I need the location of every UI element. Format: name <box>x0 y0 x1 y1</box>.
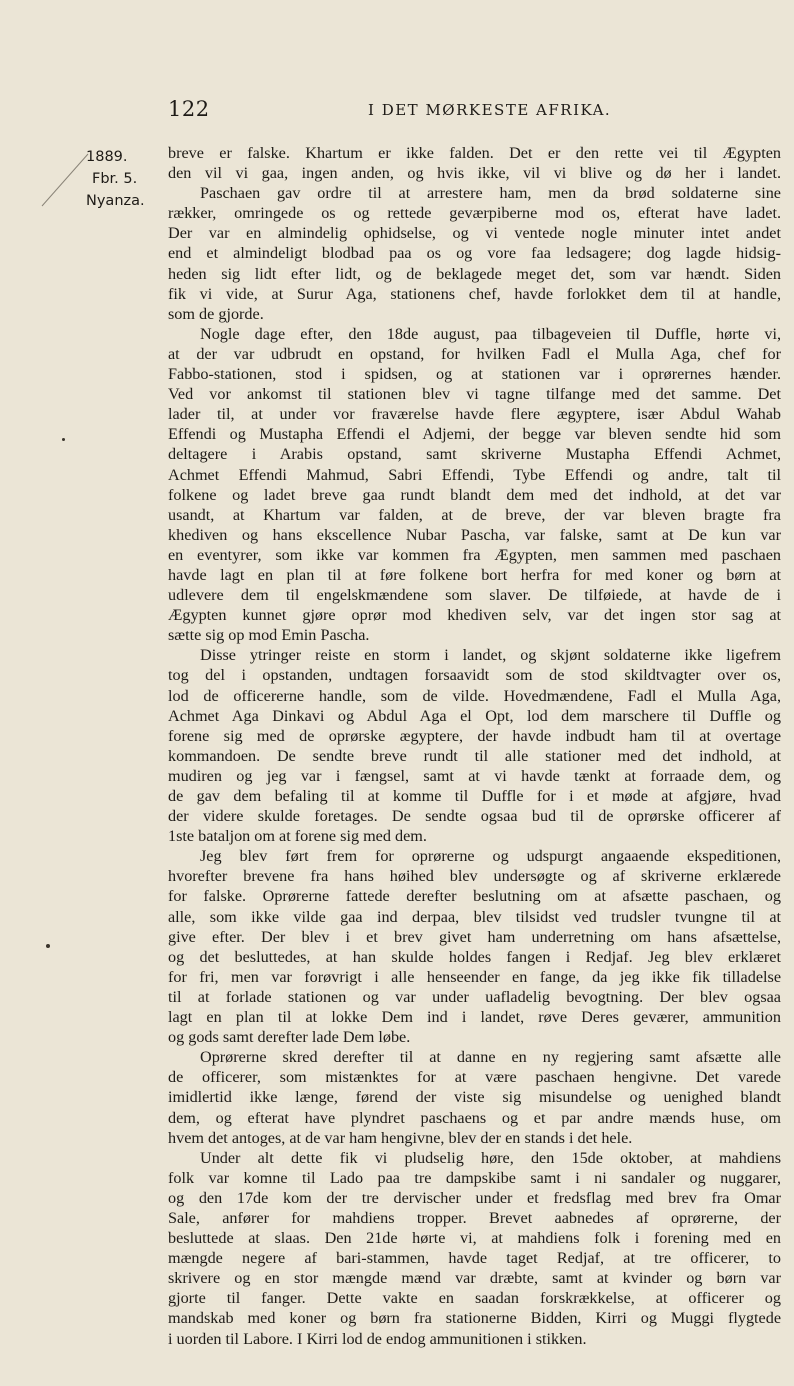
text-line: rækker, omringede os og rettede geværpiberne mod os, efterat have ladet. <box>168 204 781 223</box>
margin-date: Fbr. 5. <box>92 171 138 187</box>
text-line: folkene og ladet breve gaa rundt blandt dem med det indhold, at det var <box>168 485 781 504</box>
text-line: og den 17de kom der tre dervischer under et fredsflag med brev fra Omar <box>168 1188 781 1207</box>
text-line: Oprørerne skred derefter til at danne en ny regjering samt afsætte alle <box>200 1048 781 1067</box>
text-line: hvorefter brevene fra hans høihed blev undersøgte og af skriverne erklærede <box>168 867 781 886</box>
text-line: imidlertid ikke længe, førend der viste sig misundelse og uenighed blandt <box>168 1088 781 1107</box>
text-line: den vil vi gaa, ingen anden, og hvis ikke, vil vi blive og dø her i landet. <box>168 164 781 183</box>
text-line: udlevere dem til engelskmændene som slaver. De tilføiede, at havde de i <box>168 586 781 605</box>
margin-notes <box>86 146 166 212</box>
text-line: heden sig lidt efter lidt, og de beklagede meget det, som var hændt. Siden <box>168 264 781 283</box>
text-line: for fri, men var forøvrigt i alle henseender en fange, da jeg ikke fik tilladelse <box>168 967 781 986</box>
text-line: i uorden til Labore. I Kirri lod de endog ammunitionen i stikken. <box>168 1329 587 1348</box>
body-text <box>168 143 781 1349</box>
ink-dot <box>62 438 65 441</box>
text-line: mandskab med koner og børn fra stationerne Bidden, Kirri og Muggi flygtede <box>168 1309 781 1328</box>
text-line: Under alt dette fik vi pludselig høre, den 15de oktober, at mahdiens <box>200 1148 781 1167</box>
text-line: Ægypten kunnet gjøre oprør mod khediven selv, var det ingen stor sag at <box>168 606 781 625</box>
text-line: kommandoen. De sendte breve rundt til alle stationer med det indhold, at <box>168 746 781 765</box>
running-title: I DET MØRKESTE AFRIKA. <box>368 101 612 119</box>
text-line: Der var en almindelig ophidselse, og vi ventede nogle minuter intet andet <box>168 224 781 243</box>
text-line: lagt en plan til at lokke Dem ind i landet, røve Deres geværer, ammunition <box>168 1008 781 1027</box>
text-line: 1ste bataljon om at forene sig med dem. <box>168 827 427 846</box>
text-line: de officerer, som mistænktes for at være paschaen hengivne. Det varede <box>168 1068 781 1087</box>
text-line: lader til, at under vor fraværelse havde flere ægyptere, især Abdul Wahab <box>168 405 781 424</box>
text-line: og gods samt derefter lade Dem løbe. <box>168 1028 411 1047</box>
text-line: de gav dem befaling til at komme til Duffle for i et møde at afgjøre, hvad <box>168 787 781 805</box>
text-line: Fabbo-stationen, stod i spidsen, og at stationen var i oprørernes hænder. <box>168 365 781 384</box>
text-line: Jeg blev ført frem for oprørerne og udspurgt angaaende ekspeditionen, <box>200 847 781 866</box>
text-line: besluttede at slaas. Den 21de hørte vi, at mahdiens folk i forening med en <box>168 1229 781 1248</box>
text-line: hvem det antoges, at de var ham hengivne, blev der en stands i det hele. <box>168 1128 633 1147</box>
text-line: breve er falske. Khartum er ikke falden. Det er den rette vei til Ægypten <box>168 144 781 162</box>
pencil-mark <box>40 150 90 210</box>
text-line: der videre skulde foretages. De sendte ogsaa bud til de oprørske officerer af <box>168 807 781 826</box>
text-line: dem, og efterat have plyndret paschaens og et par andre mænds huse, om <box>168 1108 781 1127</box>
text-line: Achmet Effendi Mahmud, Sabri Effendi, Tybe Effendi og andre, talt til <box>168 465 781 484</box>
text-line: mængde negere af bari-stammen, havde taget Redjaf, at tre officerer, to <box>168 1249 781 1268</box>
text-line: deltagere i Arabis opstand, samt skriverne Mustapha Effendi Achmet, <box>168 445 781 464</box>
text-line: for falske. Oprørerne fattede derefter beslutning om at afsætte paschaen, og <box>168 887 781 906</box>
text-line: som de gjorde. <box>168 304 264 323</box>
text-line: forene sig med de oprørske ægyptere, der havde indbudt ham til at overtage <box>168 726 781 745</box>
margin-place: Nyanza. <box>86 193 145 209</box>
text-line: usandt, at Khartum var falden, at de breve, der var bleven bragte fra <box>168 505 781 524</box>
margin-year: 1889. <box>86 149 128 165</box>
page-header <box>168 97 780 121</box>
text-line: Nogle dage efter, den 18de august, paa tilbageveien til Duffle, hørte vi, <box>200 324 781 343</box>
page-number: 122 <box>168 97 210 121</box>
text-line: fik vi vide, at Surur Aga, stationens chef, havde forlokket dem til at handle, <box>168 284 781 303</box>
text-line: gjorte til fanger. Dette vakte en saadan forskrækkelse, at officerer og <box>168 1289 781 1308</box>
text-line: end et almindeligt blodbad paa os og vore faa ledsagere; dog lagde hidsig- <box>168 244 781 263</box>
text-line: skrivere og en stor mængde mænd var dræbte, samt at kvinder og børn var <box>168 1269 781 1288</box>
text-line: tog del i opstanden, undtagen forsaavidt som de stod skildtvagter over os, <box>168 666 781 685</box>
text-line: en eventyrer, som ikke var kommen fra Ægypten, men sammen med paschaen <box>168 545 781 564</box>
text-line: Sale, anfører for mahdiens tropper. Brevet aabnedes af oprørerne, der <box>168 1208 781 1227</box>
text-line: Disse ytringer reiste en storm i landet, og skjønt soldaterne ikke ligefrem <box>200 646 781 665</box>
text-line: alle, som ikke vilde gaa ind derpaa, blev tilsidst ved trudsler tvungne til at <box>168 907 781 926</box>
text-line: Paschaen gav ordre til at arrestere ham, men da brød soldaterne sine <box>200 184 781 203</box>
text-line: Achmet Aga Dinkavi og Abdul Aga el Opt, lod dem marschere til Duffle og <box>168 706 781 725</box>
text-line: Ved vor ankomst til stationen blev vi tagne tilfange med det samme. Det <box>168 385 781 404</box>
text-line: og det besluttedes, at han skulde holdes fangen i Redjaf. Jeg blev erklæret <box>168 947 781 966</box>
text-line: folk var komne til Lado paa tre dampskibe samt i ni sandaler og nuggarer, <box>168 1168 781 1187</box>
text-line: lod de officererne handle, som de vilde. Hovedmændene, Fadl el Mulla Aga, <box>168 686 781 705</box>
text-line: Effendi og Mustapha Effendi el Adjemi, der begge var bleven sendte hid som <box>168 425 781 444</box>
ink-dot <box>46 944 50 948</box>
text-line: til at forlade stationen og var under uafladelig bevogtning. Der blev ogsaa <box>168 987 781 1006</box>
text-line: give efter. Der blev i et brev givet ham underretning om hans afsættelse, <box>168 927 781 946</box>
text-line: mudiren og jeg var i fængsel, samt at vi havde tænkt at forraade dem, og <box>168 766 781 785</box>
text-line: khediven og hans ekscellence Nubar Pascha, var falske, samt at De kun var <box>168 525 781 544</box>
text-line: sætte sig op mod Emin Pascha. <box>168 626 370 645</box>
text-line: havde lagt en plan til at føre folkene bort herfra for med koner og børn at <box>168 565 781 584</box>
text-line: at der var udbrudt en opstand, for hvilken Fadl el Mulla Aga, chef for <box>168 344 781 363</box>
